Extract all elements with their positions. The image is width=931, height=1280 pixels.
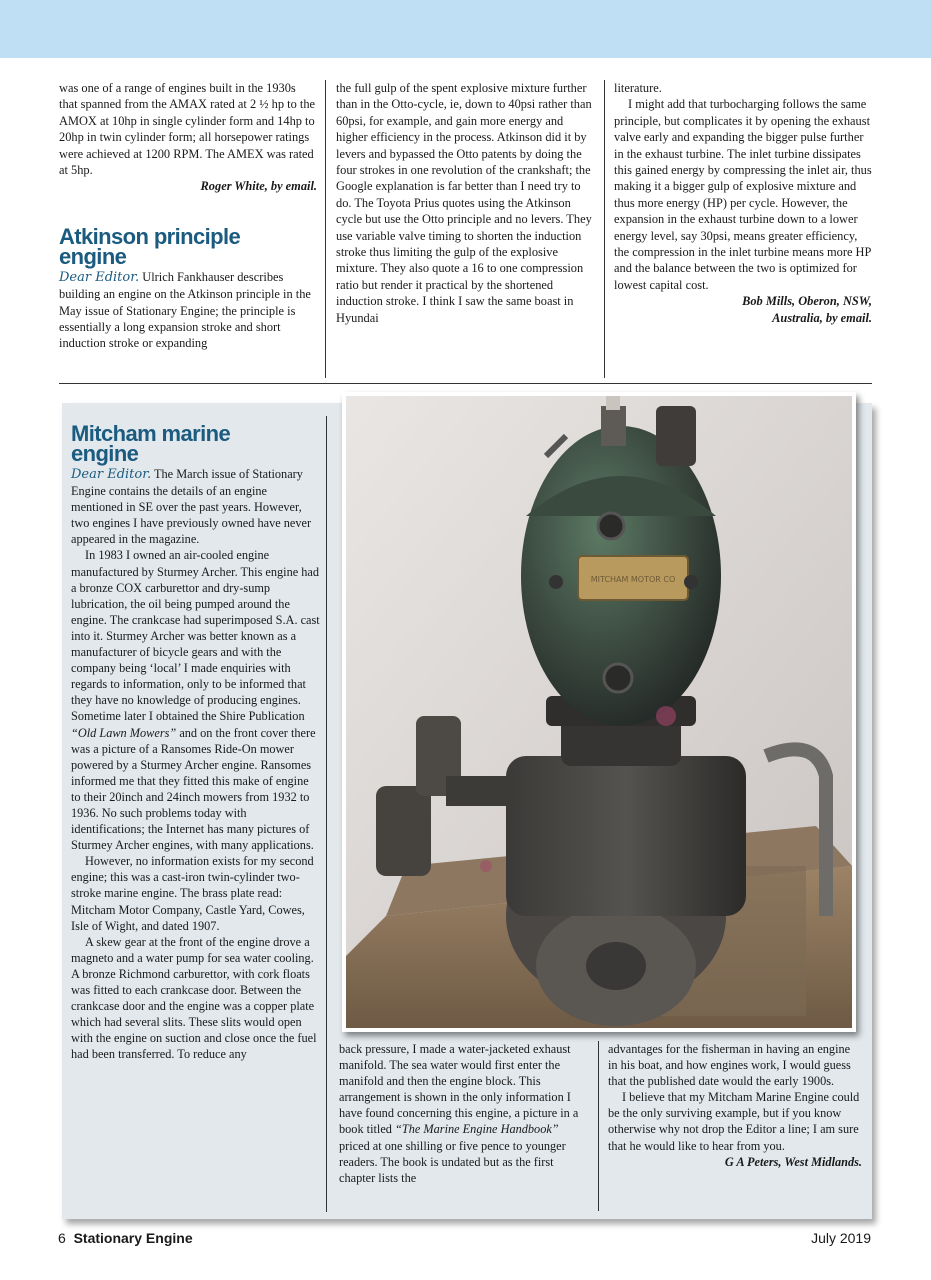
top-color-band — [0, 0, 931, 58]
mitcham-col3-para2: I believe that my Mitcham Marine Engine could be the only surviving example, but if you know otherwise why not drop the Editor a line; I am sure that he would like to hear from you. — [608, 1090, 860, 1153]
mitcham-column-1 — [71, 421, 320, 1062]
roger-white-signature: Roger White, by email. — [200, 179, 317, 194]
mitcham-column-2 — [339, 1041, 592, 1186]
engine-photo — [342, 392, 856, 1032]
atkinson-continued-lead: literature. — [614, 81, 662, 95]
mitcham-para1: The March issue of Stationary Engine contains the details of an engine mentioned in SE over the past years. However, two engines I have previously owned have never appeared in the magazine. — [71, 467, 312, 547]
top-column-2 — [336, 80, 595, 326]
column-divider — [604, 80, 605, 378]
atkinson-headline: Atkinson principle engine — [59, 223, 241, 269]
page-footer-left — [58, 1230, 193, 1246]
mitcham-column-3 — [608, 1041, 862, 1170]
mitcham-para4: A skew gear at the front of the engine drove a magneto and a water pump for sea water cooling. A bronze Richmond carburettor, with cork floats was fitted to each crankcase door. Between the crankcase door and the engine was a copper plate which had several slits. These slits would open with the engine on suction and close once the fuel had been transferred. To reduce any — [71, 934, 317, 1062]
top-column-3 — [614, 80, 872, 326]
mitcham-headline: Mitcham marine engine — [71, 421, 231, 466]
atkinson-body-text: Ulrich Fankhauser describes building an engine on the Atkinson principle in the May issue of Stationary Engine; the principle is essentially a long expansion stroke and short induction stroke or expanding — [59, 269, 311, 351]
ga-peters-signature: G A Peters, West Midlands. — [724, 1154, 862, 1169]
mitcham-para3: However, no information exists for my second engine; this was a cast-iron twin-cylinder two-stroke marine engine. The brass plate read: Mitcham Motor Company, Castle Yard, Cowes, Isle of Wight, and dated 1907. — [71, 854, 314, 933]
page-number: 6 — [58, 1230, 66, 1246]
bob-mills-signature-line1: Bob Mills, Oberon, NSW, — [742, 294, 872, 309]
column-divider — [326, 416, 327, 1212]
mitcham-col2-text: back pressure, I made a water-jacketed exhaust manifold. The sea water would first enter the manifold and then the engine block. This arrangement is shown in the only information I have found concerning this engine, a picture in a book titled — [339, 1042, 579, 1137]
column-divider — [325, 80, 326, 378]
marine-engine-handbook-title: “The Marine Engine Handbook” — [395, 1122, 559, 1137]
top-column-1 — [59, 80, 317, 352]
old-lawn-mowers-title: “Old Lawn Mowers” — [71, 725, 177, 740]
mitcham-para2-text: In 1983 I owned an air-cooled engine manufactured by Sturmey Archer. This engine had a bronze COX carburettor and dry-sump lubrication, the oil being pumped around the engine. The crankcase had superimposed S.A. cast into it. Sturmey Archer was better known as a manufacturer of bicycle gears and with the company being ‘local’ I made enquiries with regards to information, only to be informed that they have no knowledge of producing engines. Sometime later I obtained the Shire Publication — [71, 548, 320, 724]
section-divider — [59, 383, 872, 384]
column-divider — [598, 1041, 599, 1211]
engine-photo-image — [346, 396, 852, 1028]
issue-date: July 2019 — [811, 1230, 871, 1246]
brass-plate-text: MITCHAM MOTOR CO — [590, 575, 676, 584]
mitcham-col3-para1: advantages for the fisherman in having an engine in his boat, and how engines work, I would guess that the published date would the early 1900s. — [608, 1042, 851, 1089]
atkinson-continued-text: the full gulp of the spent explosive mixture further than in the Otto-cycle, ie, down to 40psi rather than 60psi, for example, and gain more energy and higher efficiency in the process. Atkinson did it by levers and bypassed the Otto patents by doing the four strokes in one revolution of the crankshaft; the Google explanation is far better than I need try to do. The Toyota Prius quotes using the Atkinson cycle but use the Otto principle and no levers. They use variable valve timing to shorten the induction stroke thus limiting the gulp of the explosive mixture. They also quote a 16 to one compression ratio but render it practical by the shortened induction stroke. I think I saw the same boast in Hyundai — [336, 81, 592, 325]
mitcham-col2-continued: priced at one shilling or five pence to younger readers. The book is undated but as the first chapter lists the — [339, 1138, 566, 1185]
mitcham-para2-continued: and on the front cover there was a picture of a Ransomes Ride-On mower powered by a Sturmey Archer engine. Ransomes informed me that they fitted this make of engine to their 20inch and 24inch mowers from 1932 to 1936. No such problems today with identifications; the Internet has many pictures of Sturmey Archer engines, with many applications. — [71, 725, 316, 853]
bob-mills-signature-line2: Australia, by email. — [772, 310, 872, 325]
atkinson-salutation: Dear Editor. — [59, 269, 140, 285]
magazine-name: Stationary Engine — [73, 1230, 193, 1246]
roger-white-letter-text: was one of a range of engines built in the 1930s that spanned from the AMAX rated at 2 ½ hp to the AMOX at 10hp in single cylinder form and 14hp to 20hp in twin cylinder form; all horsepower ratings were achieved at 1200 RPM. The AMEX was rated at 5hp. — [59, 81, 316, 178]
mitcham-salutation: Dear Editor. — [71, 467, 152, 482]
turbocharging-text: I might add that turbocharging follows the same principle, but complicates it by opening the exhaust valve early and expanding the bigger pulse further in the exhaust turbine. The inlet turbine dissipates this gained energy by compressing the inlet air, thus making it a bigger gulp of explosive mixture and thus more energy (HP) per cycle. However, the expansion in the exhaust turbine down to a lower energy level, say 30psi, means greater efficiency, the compression in the inlet turbine means more HP and the balance between the two is optimized for lowest capital cost. — [614, 97, 872, 292]
